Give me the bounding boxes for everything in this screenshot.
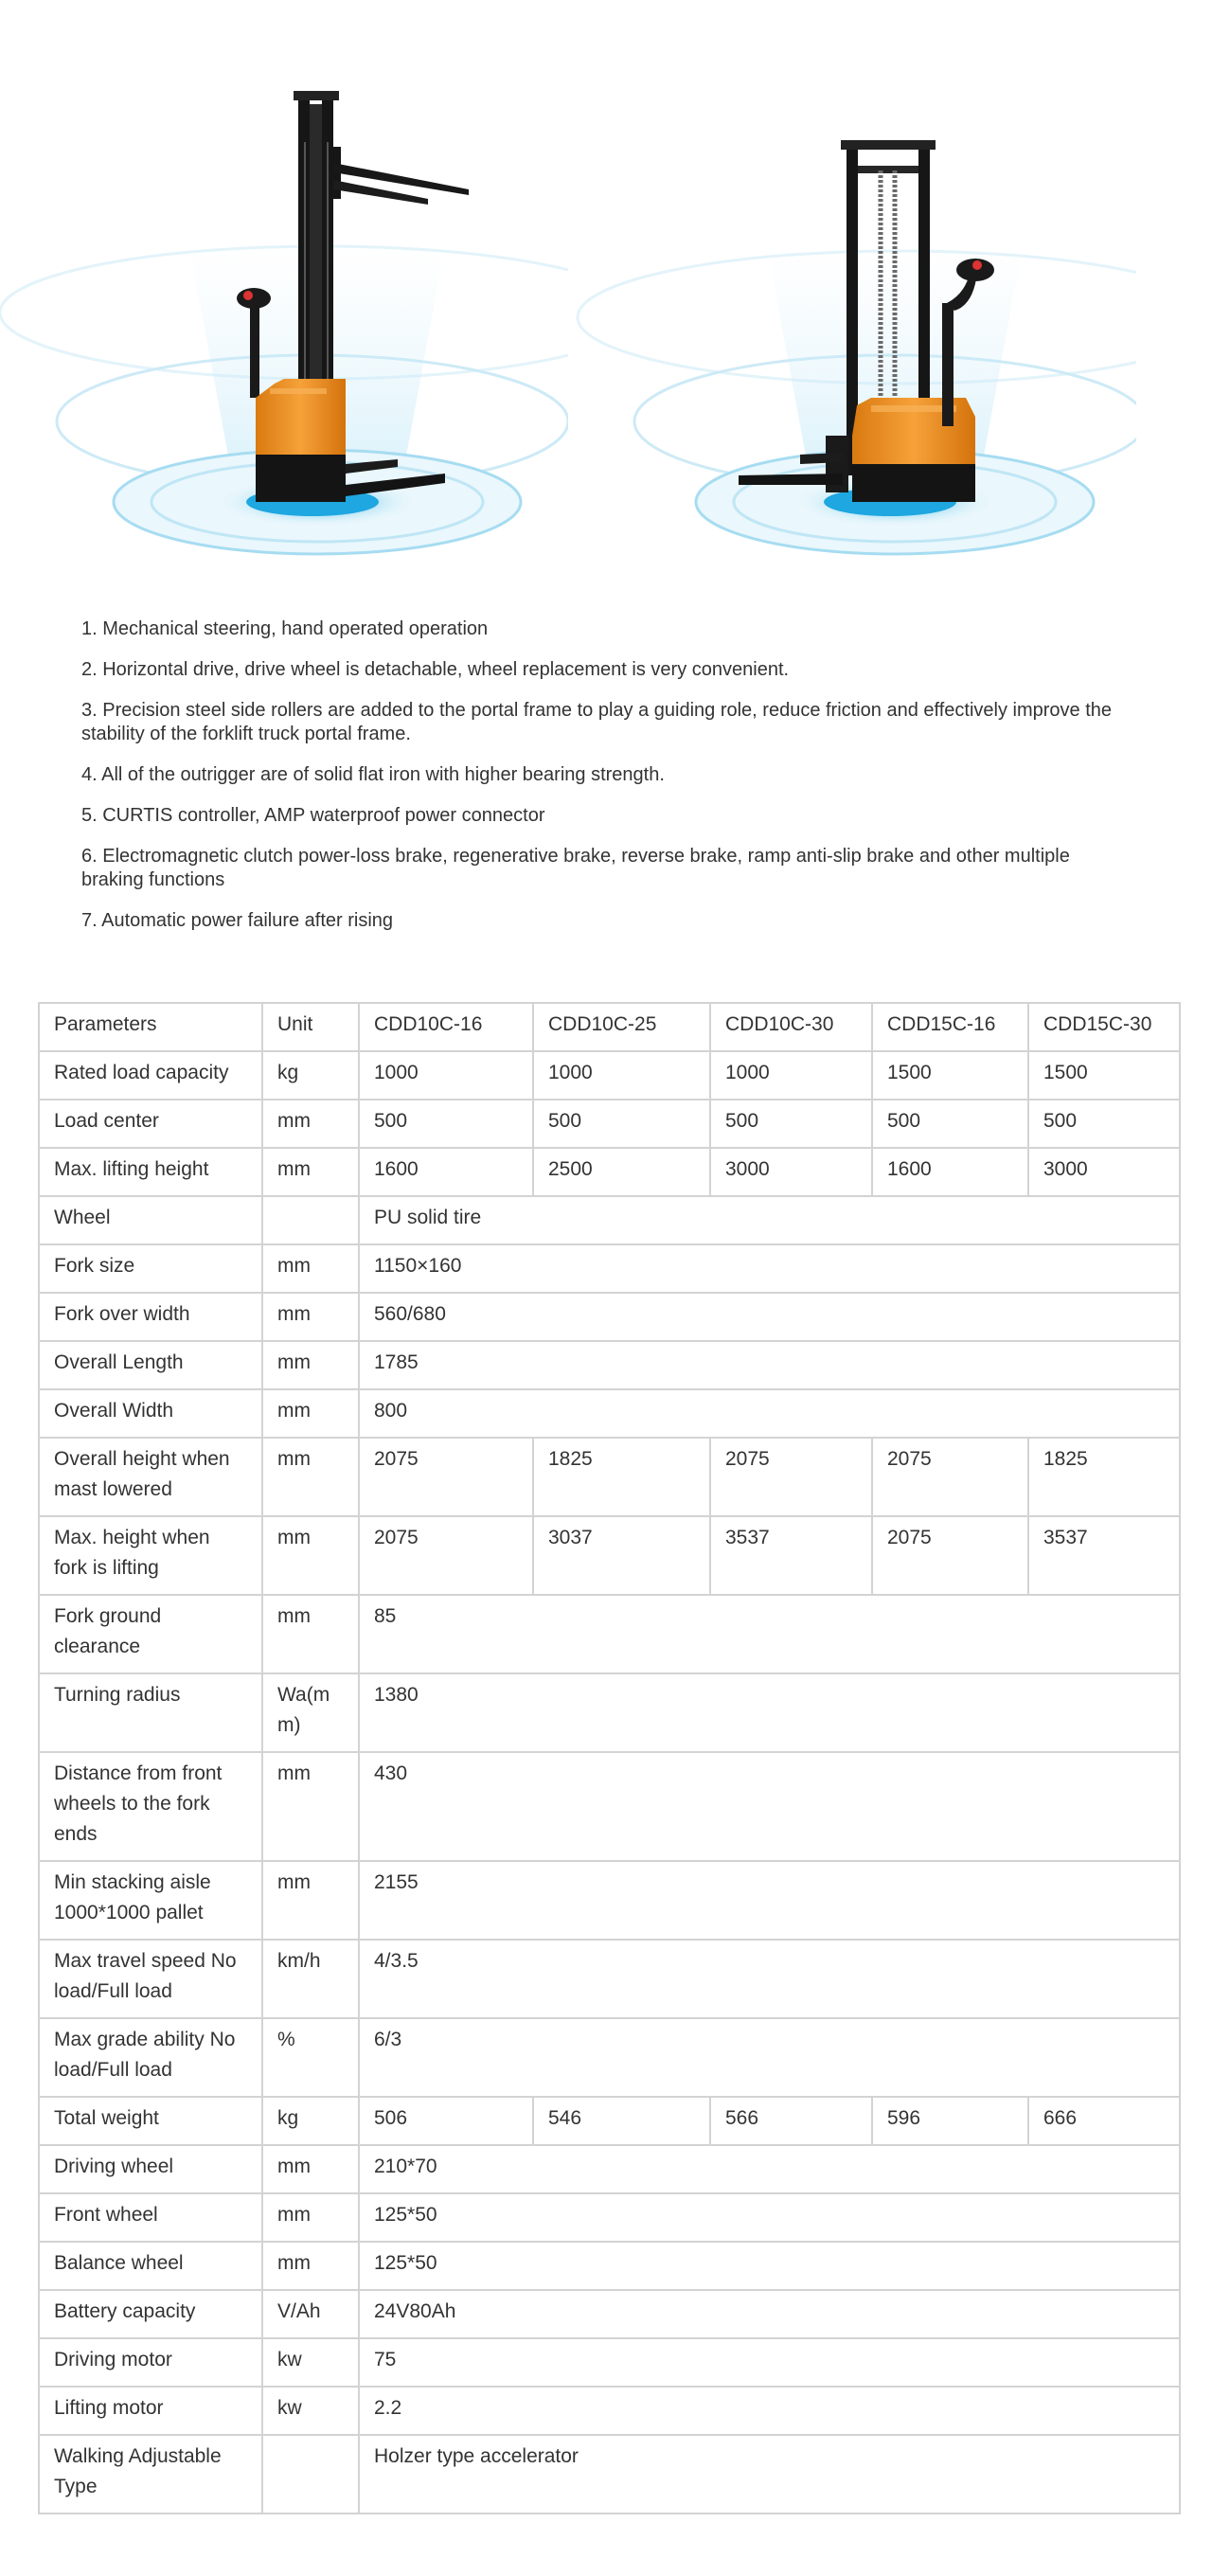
param-cell: Min stacking aisle 1000*1000 pallet bbox=[39, 1861, 262, 1940]
specs-table bbox=[38, 1002, 1181, 2514]
param-cell: Max. height when fork is lifting bbox=[39, 1516, 262, 1595]
param-cell: Max. lifting height bbox=[39, 1148, 262, 1196]
unit-cell: mm bbox=[262, 1148, 359, 1196]
value-cell: 2075 bbox=[872, 1516, 1028, 1595]
table-row bbox=[39, 2145, 1180, 2193]
value-cell: 1500 bbox=[872, 1051, 1028, 1100]
param-cell: Driving motor bbox=[39, 2338, 262, 2387]
feature-item: 7. Automatic power failure after rising bbox=[81, 910, 394, 931]
param-cell: Load center bbox=[39, 1100, 262, 1148]
value-cell: 2075 bbox=[710, 1438, 872, 1516]
value-cell: 2155 bbox=[359, 1861, 1180, 1940]
unit-cell: mm bbox=[262, 2145, 359, 2193]
param-cell: Overall Length bbox=[39, 1341, 262, 1389]
feature-item: 2. Horizontal drive, drive wheel is detachable, wheel replacement is very convenient. bbox=[81, 659, 790, 680]
feature-item: 3. Precision steel side rollers are added to the portal frame to play a guiding role, reduce friction and effectively improve the stability of the forklift truck portal frame. bbox=[81, 700, 1112, 744]
value-cell: 210*70 bbox=[359, 2145, 1180, 2193]
feature-item: 6. Electromagnetic clutch power-loss brake, regenerative brake, reverse brake, ramp anti-slip brake and other multiple braking functions bbox=[81, 846, 1070, 890]
value-cell: 1150×160 bbox=[359, 1244, 1180, 1293]
value-cell: 2075 bbox=[872, 1438, 1028, 1516]
unit-cell: mm bbox=[262, 2242, 359, 2290]
table-row bbox=[39, 2387, 1180, 2435]
value-cell: Holzer type accelerator bbox=[359, 2435, 1180, 2513]
feature-list bbox=[81, 617, 1132, 950]
value-cell: 3537 bbox=[710, 1516, 872, 1595]
value-cell: 500 bbox=[359, 1100, 533, 1148]
value-cell: 500 bbox=[533, 1100, 710, 1148]
param-cell: Total weight bbox=[39, 2097, 262, 2145]
unit-cell: kg bbox=[262, 2097, 359, 2145]
table-row bbox=[39, 2435, 1180, 2513]
value-cell: 1500 bbox=[1028, 1051, 1180, 1100]
product-hero bbox=[0, 0, 1212, 597]
param-cell: Balance wheel bbox=[39, 2242, 262, 2290]
param-cell: Lifting motor bbox=[39, 2387, 262, 2435]
unit-cell: mm bbox=[262, 1244, 359, 1293]
unit-cell: mm bbox=[262, 1595, 359, 1673]
header-cell: CDD15C-30 bbox=[1028, 1003, 1180, 1051]
unit-cell: mm bbox=[262, 2193, 359, 2242]
value-cell: 596 bbox=[872, 2097, 1028, 2145]
unit-cell: mm bbox=[262, 1438, 359, 1516]
unit-cell: mm bbox=[262, 1752, 359, 1861]
table-row bbox=[39, 1100, 1180, 1148]
table-row bbox=[39, 2242, 1180, 2290]
table-row bbox=[39, 2290, 1180, 2338]
specs-table-container bbox=[38, 1002, 1179, 2514]
table-row bbox=[39, 1940, 1180, 2018]
unit-cell: V/Ah bbox=[262, 2290, 359, 2338]
table-row bbox=[39, 1438, 1180, 1516]
value-cell: 125*50 bbox=[359, 2193, 1180, 2242]
feature-item: 5. CURTIS controller, AMP waterproof power connector bbox=[81, 805, 545, 826]
table-row bbox=[39, 1341, 1180, 1389]
param-cell: Fork over width bbox=[39, 1293, 262, 1341]
feature-item: 4. All of the outrigger are of solid flat iron with higher bearing strength. bbox=[81, 764, 665, 785]
param-cell: Driving wheel bbox=[39, 2145, 262, 2193]
unit-cell: kg bbox=[262, 1051, 359, 1100]
unit-cell: mm bbox=[262, 1100, 359, 1148]
header-cell: CDD10C-25 bbox=[533, 1003, 710, 1051]
table-row bbox=[39, 2193, 1180, 2242]
unit-cell bbox=[262, 1196, 359, 1244]
value-cell: 75 bbox=[359, 2338, 1180, 2387]
table-row bbox=[39, 2097, 1180, 2145]
value-cell: 3000 bbox=[1028, 1148, 1180, 1196]
forklift-image-left bbox=[0, 57, 568, 587]
unit-cell bbox=[262, 2435, 359, 2513]
feature-item: 1. Mechanical steering, hand operated operation bbox=[81, 618, 489, 639]
unit-cell: mm bbox=[262, 1516, 359, 1595]
param-cell: Wheel bbox=[39, 1196, 262, 1244]
value-cell: 1000 bbox=[359, 1051, 533, 1100]
header-cell: Parameters bbox=[39, 1003, 262, 1051]
param-cell: Max travel speed No load/Full load bbox=[39, 1940, 262, 2018]
value-cell: 500 bbox=[710, 1100, 872, 1148]
unit-cell: mm bbox=[262, 1293, 359, 1341]
table-row bbox=[39, 2338, 1180, 2387]
value-cell: 560/680 bbox=[359, 1293, 1180, 1341]
value-cell: 24V80Ah bbox=[359, 2290, 1180, 2338]
param-cell: Battery capacity bbox=[39, 2290, 262, 2338]
table-row bbox=[39, 1196, 1180, 1244]
table-row bbox=[39, 1148, 1180, 1196]
value-cell: 3537 bbox=[1028, 1516, 1180, 1595]
unit-cell: mm bbox=[262, 1861, 359, 1940]
value-cell: 6/3 bbox=[359, 2018, 1180, 2097]
unit-cell: km/h bbox=[262, 1940, 359, 2018]
header-cell: CDD15C-16 bbox=[872, 1003, 1028, 1051]
value-cell: 1600 bbox=[359, 1148, 533, 1196]
param-cell: Walking Adjustable Type bbox=[39, 2435, 262, 2513]
value-cell: 2500 bbox=[533, 1148, 710, 1196]
table-row bbox=[39, 2018, 1180, 2097]
param-cell: Front wheel bbox=[39, 2193, 262, 2242]
table-header-row bbox=[39, 1003, 1180, 1051]
unit-cell: mm bbox=[262, 1341, 359, 1389]
value-cell: 566 bbox=[710, 2097, 872, 2145]
table-row bbox=[39, 1051, 1180, 1100]
value-cell: 1825 bbox=[533, 1438, 710, 1516]
value-cell: 430 bbox=[359, 1752, 1180, 1861]
value-cell: 4/3.5 bbox=[359, 1940, 1180, 2018]
value-cell: 2075 bbox=[359, 1516, 533, 1595]
header-cell: CDD10C-16 bbox=[359, 1003, 533, 1051]
param-cell: Fork ground clearance bbox=[39, 1595, 262, 1673]
value-cell: 500 bbox=[1028, 1100, 1180, 1148]
value-cell: 546 bbox=[533, 2097, 710, 2145]
table-row bbox=[39, 1861, 1180, 1940]
value-cell: 506 bbox=[359, 2097, 533, 2145]
param-cell: Turning radius bbox=[39, 1673, 262, 1752]
unit-cell: kw bbox=[262, 2387, 359, 2435]
unit-cell: Wa(mm) bbox=[262, 1673, 359, 1752]
header-cell: CDD10C-30 bbox=[710, 1003, 872, 1051]
table-row bbox=[39, 1244, 1180, 1293]
table-row bbox=[39, 1389, 1180, 1438]
table-row bbox=[39, 1516, 1180, 1595]
param-cell: Overall height when mast lowered bbox=[39, 1438, 262, 1516]
value-cell: 1825 bbox=[1028, 1438, 1180, 1516]
value-cell: 1380 bbox=[359, 1673, 1180, 1752]
value-cell: 1785 bbox=[359, 1341, 1180, 1389]
unit-cell: kw bbox=[262, 2338, 359, 2387]
value-cell: 2075 bbox=[359, 1438, 533, 1516]
header-cell: Unit bbox=[262, 1003, 359, 1051]
value-cell: 3037 bbox=[533, 1516, 710, 1595]
value-cell: PU solid tire bbox=[359, 1196, 1180, 1244]
value-cell: 800 bbox=[359, 1389, 1180, 1438]
table-row bbox=[39, 1673, 1180, 1752]
param-cell: Rated load capacity bbox=[39, 1051, 262, 1100]
value-cell: 125*50 bbox=[359, 2242, 1180, 2290]
value-cell: 1000 bbox=[533, 1051, 710, 1100]
value-cell: 666 bbox=[1028, 2097, 1180, 2145]
table-row bbox=[39, 1752, 1180, 1861]
param-cell: Distance from front wheels to the fork ends bbox=[39, 1752, 262, 1861]
value-cell: 1600 bbox=[872, 1148, 1028, 1196]
param-cell: Max grade ability No load/Full load bbox=[39, 2018, 262, 2097]
param-cell: Fork size bbox=[39, 1244, 262, 1293]
value-cell: 85 bbox=[359, 1595, 1180, 1673]
param-cell: Overall Width bbox=[39, 1389, 262, 1438]
unit-cell: mm bbox=[262, 1389, 359, 1438]
unit-cell: % bbox=[262, 2018, 359, 2097]
value-cell: 1000 bbox=[710, 1051, 872, 1100]
table-row bbox=[39, 1595, 1180, 1673]
table-row bbox=[39, 1293, 1180, 1341]
forklift-image-right bbox=[568, 57, 1136, 587]
value-cell: 2.2 bbox=[359, 2387, 1180, 2435]
value-cell: 500 bbox=[872, 1100, 1028, 1148]
value-cell: 3000 bbox=[710, 1148, 872, 1196]
